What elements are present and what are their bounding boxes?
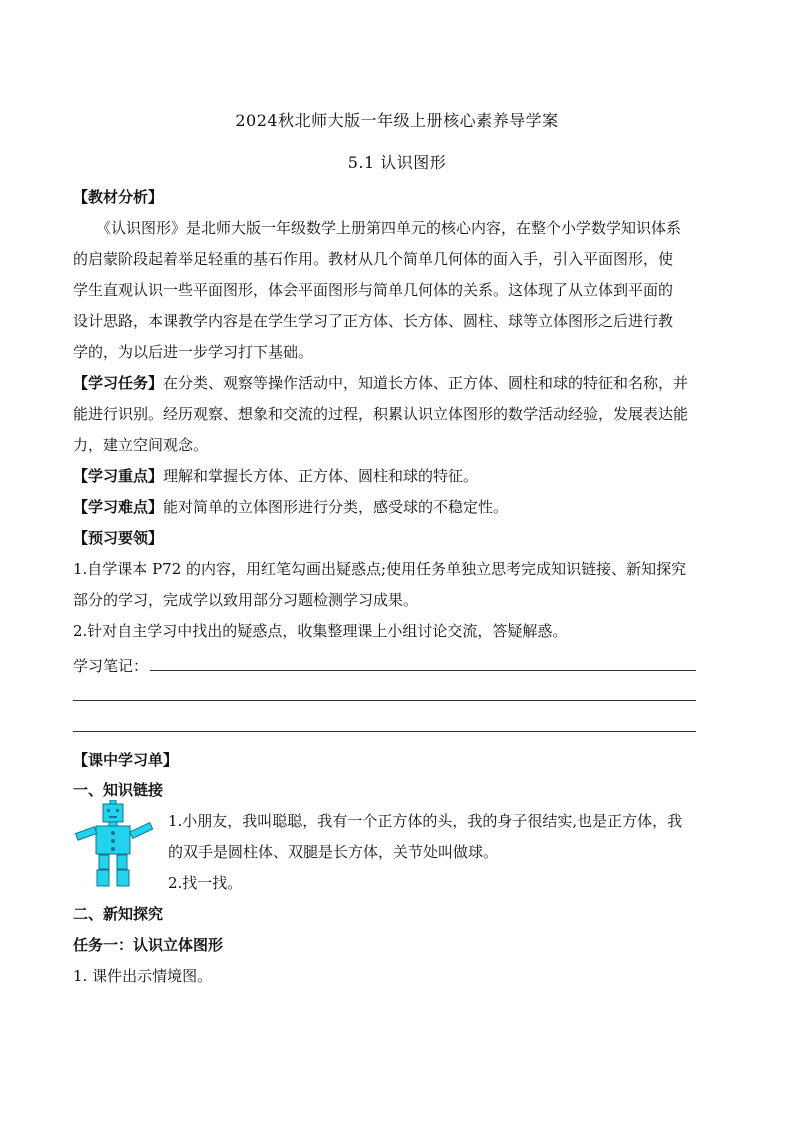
robot-antenna bbox=[110, 800, 116, 804]
robot-button bbox=[111, 839, 115, 843]
robot-neck bbox=[109, 822, 117, 826]
key-point-text: 理解和掌握长方体、正方体、圆柱和球的特征。 bbox=[163, 467, 479, 485]
difficulty-paragraph bbox=[73, 497, 728, 517]
class-sheet-heading: 【课中学习单】 bbox=[73, 751, 179, 769]
preview-item-1-cont: 部分的学习，完成学以致用部分习题检测学习成果。 bbox=[73, 591, 419, 609]
robot-eye bbox=[107, 809, 110, 812]
knowledge-link-line: 1.小朋友，我叫聪聪，我有一个正方体的头，我的身子很结实,也是正方体，我 bbox=[168, 812, 683, 830]
robot-button bbox=[111, 831, 115, 835]
preview-item-2: 2.针对自主学习中找出的疑惑点，收集整理课上小组讨论交流，答疑解惑。 bbox=[73, 622, 568, 640]
robot-left-arm bbox=[76, 827, 97, 840]
robot-right-arm bbox=[130, 823, 153, 839]
analysis-line: 《认识图形》是北师大版一年级数学上册第四单元的核心内容，在整个小学数学知识体系 bbox=[96, 219, 682, 237]
task-one-item: 1. 课件出示情境图。 bbox=[73, 967, 213, 985]
robot-eye bbox=[116, 809, 119, 812]
task-one-heading: 任务一：认识立体图形 bbox=[73, 936, 224, 954]
notes-line[interactable] bbox=[73, 700, 696, 701]
task-heading: 【学习任务】 bbox=[73, 374, 164, 392]
notes-line[interactable] bbox=[150, 670, 696, 671]
robot-mouth bbox=[109, 816, 117, 818]
preview-item-1: 1.自学课本 P72 的内容，用红笔勾画出疑惑点;使用任务单独立思考完成知识链接、新知探究 bbox=[73, 560, 687, 578]
robot-left-leg bbox=[97, 870, 109, 886]
task-paragraph bbox=[73, 373, 728, 393]
preview-heading: 【预习要领】 bbox=[73, 529, 164, 547]
document-title: 2024秋北师大版一年级上册核心素养导学案 bbox=[235, 111, 559, 130]
notes-label: 学习笔记： bbox=[73, 657, 149, 675]
section-new-knowledge: 二、新知探究 bbox=[73, 905, 164, 923]
notes-line[interactable] bbox=[73, 731, 696, 732]
knowledge-link-line: 的双手是圆柱体、双腿是长方体，关节处叫做球。 bbox=[168, 843, 499, 861]
knowledge-link-item-2: 2.找一找。 bbox=[168, 874, 243, 892]
section-knowledge-link: 一、知识链接 bbox=[73, 781, 164, 799]
key-point-heading: 【学习重点】 bbox=[73, 467, 164, 485]
task-line: 力，建立空间观念。 bbox=[73, 436, 209, 454]
robot-left-thigh bbox=[99, 855, 109, 869]
task-line: 能进行识别。经历观察、想象和交流的过程，积累认识立体图形的数学活动经验，发展表达能 bbox=[73, 405, 689, 423]
difficulty-text: 能对简单的立体图形进行分类，感受球的不稳定性。 bbox=[163, 498, 509, 516]
robot-button bbox=[111, 847, 115, 851]
analysis-line: 学生直观认识一些平面图形，体会平面图形与简单几何体的关系。这体现了从立体到平面的 bbox=[73, 281, 674, 299]
lesson-subtitle: 5.1 认识图形 bbox=[347, 153, 447, 172]
analysis-line: 的启蒙阶段起着举足轻重的基石作用。教材从几个简单几何体的面入手，引入平面图形，使 bbox=[73, 250, 674, 268]
analysis-line: 设计思路，本课教学内容是在学生学习了正方体、长方体、圆柱、球等立体图形之后进行教 bbox=[73, 312, 674, 330]
task-line: 在分类、观察等操作活动中，知道长方体、正方体、圆柱和球的特征和名称，并 bbox=[163, 374, 689, 392]
robot-illustration bbox=[72, 800, 158, 890]
analysis-line: 学的，为以后进一步学习打下基础。 bbox=[73, 343, 314, 361]
key-point-paragraph bbox=[73, 466, 728, 486]
robot-head bbox=[103, 804, 123, 822]
analysis-heading: 【教材分析】 bbox=[73, 188, 164, 206]
difficulty-heading: 【学习难点】 bbox=[73, 498, 164, 516]
robot-right-leg bbox=[117, 870, 129, 886]
robot-right-thigh bbox=[117, 855, 127, 869]
